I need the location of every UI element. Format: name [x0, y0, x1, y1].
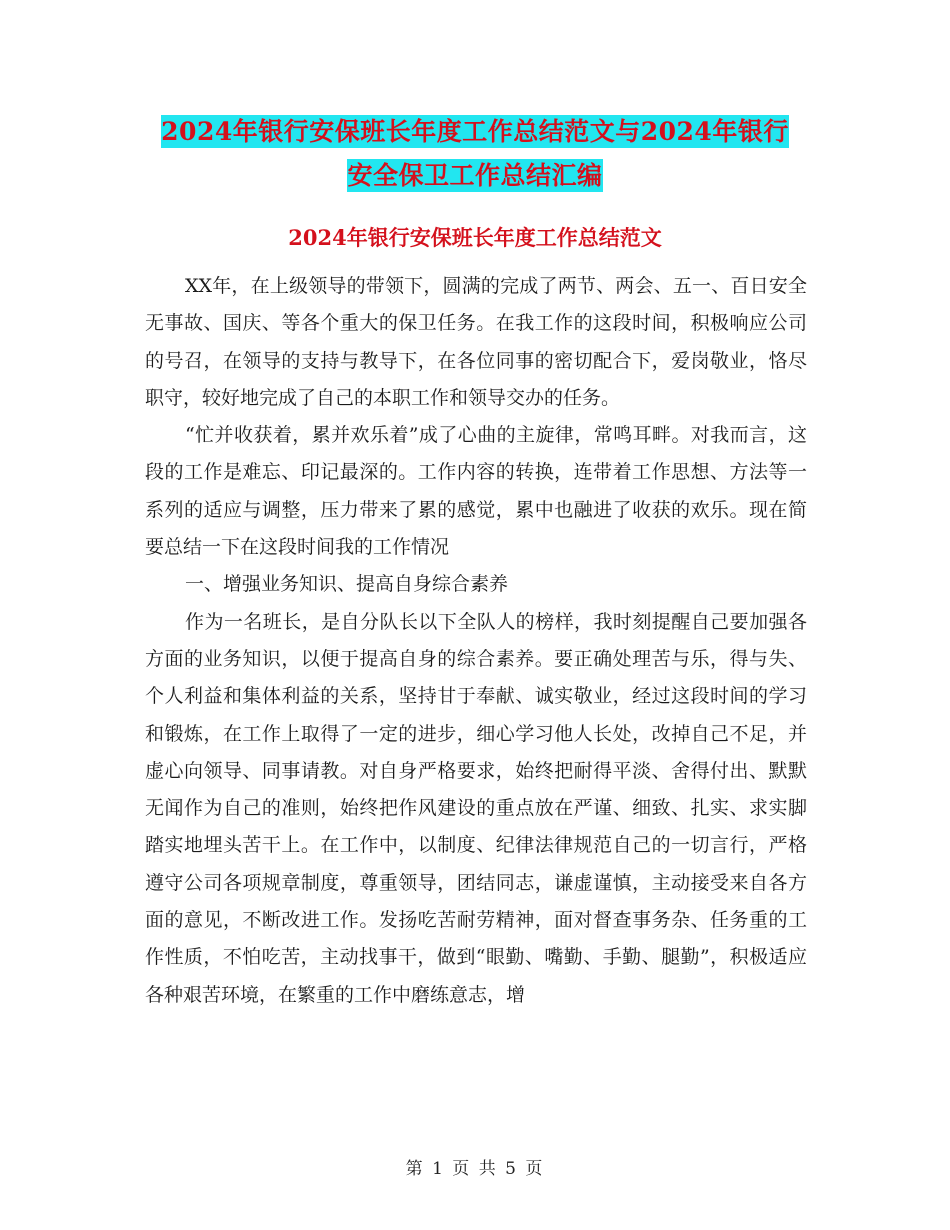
paragraph: 作为一名班长，是自分队长以下全队人的榜样，我时刻提醒自己要加强各方面的业务知识，以便于提高自身的综合素养。要正确处理苦与乐，得与失、个人利益和集体利益的关系，坚持甘于奉献、诚实敬业，经过这段时间的学习和锻炼，在工作上取得了一定的进步，细心学习他人长处，改掉自己不足，并虚心向领导、同事请教。对自身严格要求，始终把耐得平淡、舍得付出、默默无闻作为自己的准则，始终把作风建设的重点放在严谨、细致、扎实、求实脚踏实地埋头苦干上。在工作中，以制度、纪律法律规范自己的一切言行，严格遵守公司各项规章制度，尊重领导，团结同志，谦虚谨慎，主动接受来自各方面的意见，不断改进工作。发扬吃苦耐劳精神，面对督查事务杂、任务重的工作性质，不怕吃苦，主动找事干，做到“眼勤、嘴勤、手勤、腿勤”，积极适应各种艰苦环境，在繁重的工作中磨练意志，增 [145, 610, 807, 1006]
body-text [145, 268, 807, 1014]
paragraph: “忙并收获着，累并欢乐着”成了心曲的主旋律，常鸣耳畔。对我而言，这段的工作是难忘、印记最深的。工作内容的转换，连带着工作思想、方法等一系列的适应与调整，压力带来了累的感觉，累中也融进了收获的欢乐。现在简要总结一下在这段时间我的工作情况 [145, 424, 807, 559]
section-title: 2024年银行安保班长年度工作总结范文 [288, 225, 662, 250]
section-heading: 一、增强业务知识、提高自身综合素养 [185, 573, 509, 596]
paragraph: XX年，在上级领导的带领下，圆满的完成了两节、两会、五一、百日安全无事故、国庆、等各个重大的保卫任务。在我工作的这段时间，积极响应公司的号召，在领导的支持与教导下，在各位同事的密切配合下，爱岗敬业，恪尽职守，较好地完成了自己的本职工作和领导交办的任务。 [145, 275, 807, 409]
document-title [0, 110, 950, 198]
page-footer: 第 1 页 共 5 页 [405, 1159, 545, 1179]
title-line-2: 安全保卫工作总结汇编 [347, 161, 603, 190]
title-line-1: 2024年银行安保班长年度工作总结范文与2024年银行 [161, 117, 789, 146]
